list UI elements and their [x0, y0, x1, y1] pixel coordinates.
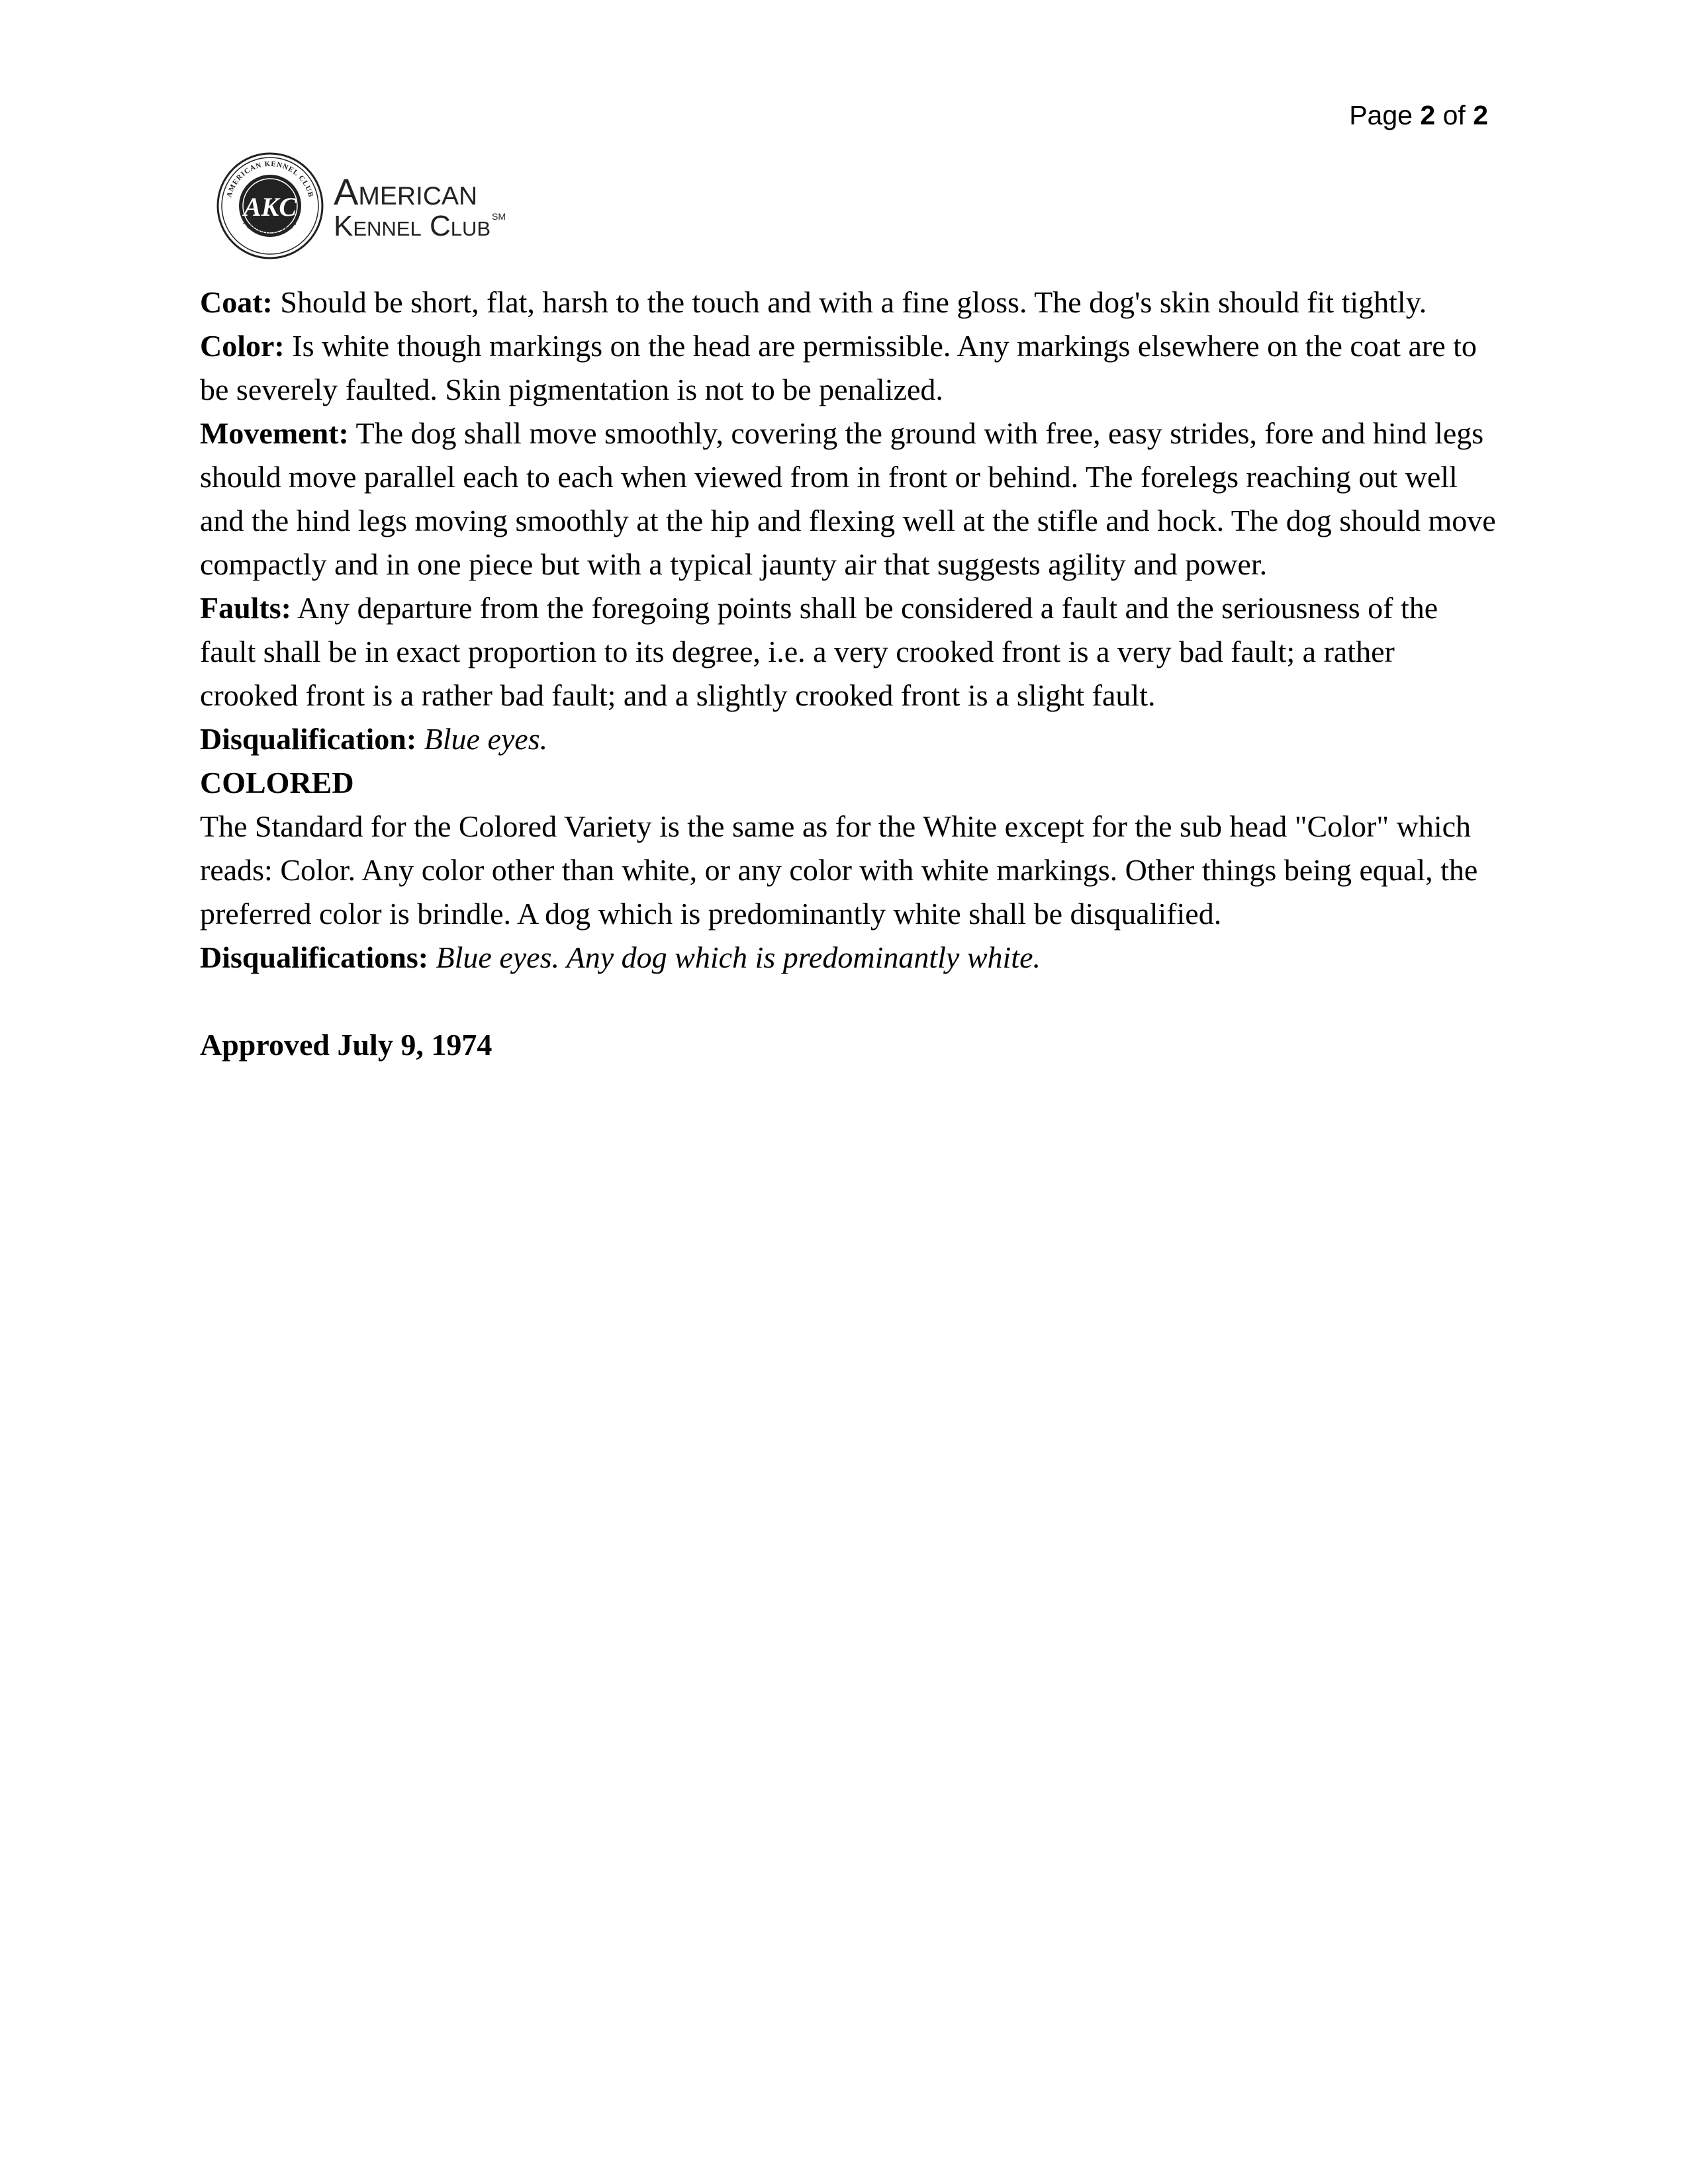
page-total: 2 — [1473, 100, 1488, 130]
logo-line2 — [334, 212, 506, 241]
disqualification-text: Blue eyes. — [424, 722, 548, 756]
colored-paragraph: The Standard for the Colored Variety is the same as for the White except for the sub head "Color" which reads: Color. Any color other than white, or any color with white markings. Other things being equal, the preferred color is brindle. A dog which is predominantly white shall be disqualified. — [200, 809, 1478, 931]
logo-line2-text: Kennel Club — [334, 210, 491, 242]
color-label: Color: — [200, 329, 285, 363]
akc-seal-icon — [216, 152, 324, 260]
disqualifications-label: Disqualifications: — [200, 940, 429, 974]
page-word: Page — [1349, 100, 1413, 130]
page-of: of — [1442, 100, 1466, 130]
coat-label: Coat: — [200, 285, 273, 319]
faults-label: Faults: — [200, 591, 291, 625]
disqualifications-text: Blue eyes. Any dog which is predominantly white. — [436, 940, 1041, 974]
disqualification-label: Disqualification: — [200, 722, 417, 756]
faults-paragraph — [200, 586, 1497, 717]
disqualifications-paragraph — [200, 936, 1497, 979]
page-current: 2 — [1420, 100, 1436, 130]
faults-text: Any departure from the foregoing points shall be considered a fault and the seriousness of the fault shall be in exact proportion to its degree, i.e. a very crooked front is a very bad fault; a rather crooked front is a rather bad fault; and a slightly crooked front is a slight fault. — [200, 591, 1438, 712]
seal-ring-bottom: FOUNDED 1884 — [241, 219, 299, 238]
colored-heading: COLORED — [200, 766, 354, 799]
page-number — [1349, 102, 1488, 129]
seal-ring-top: AMERICAN KENNEL CLUB — [225, 159, 315, 199]
movement-paragraph — [200, 412, 1497, 586]
coat-text: Should be short, flat, harsh to the touch and with a fine gloss. The dog's skin should fit tightly. — [272, 285, 1427, 319]
logo-line1: American — [334, 171, 478, 212]
logo-sm: SM — [492, 211, 506, 222]
color-text: Is white though markings on the head are permissible. Any markings elsewhere on the coat are to be severely faulted. Skin pigmentation is not to be penalized. — [200, 329, 1477, 406]
movement-text: The dog shall move smoothly, covering the ground with free, easy strides, fore and hind legs should move parallel each to each when viewed from in front or behind. The forelegs reaching out well and the hind legs moving smoothly at the hip and flexing well at the stifle and hock. The dog should move compactly and in one piece but with a typical jaunty air that suggests agility and power. — [200, 416, 1496, 581]
akc-logo — [216, 151, 506, 261]
color-paragraph — [200, 324, 1497, 412]
coat-paragraph — [200, 281, 1497, 324]
standard-body — [200, 281, 1497, 1067]
logo-wordmark — [334, 173, 506, 241]
disqualification-paragraph — [200, 717, 1497, 761]
seal-initials: AKC — [243, 192, 297, 222]
approved-date: Approved July 9, 1974 — [200, 1028, 492, 1062]
movement-label: Movement: — [200, 416, 349, 450]
